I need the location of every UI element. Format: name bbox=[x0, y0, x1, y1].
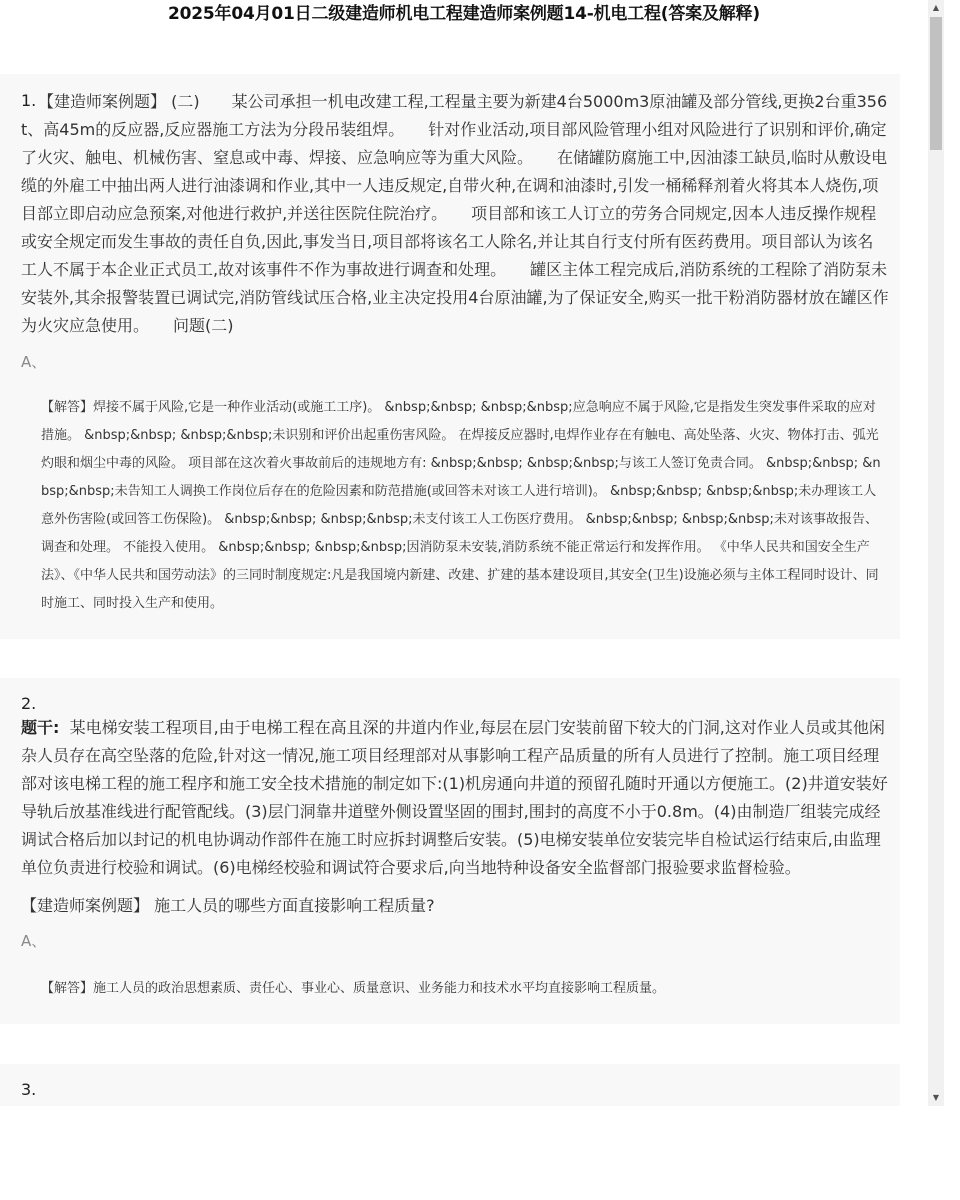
question-stem bbox=[21, 714, 889, 882]
question-body bbox=[21, 88, 889, 340]
question-card-1 bbox=[0, 74, 900, 639]
question-number: 1. bbox=[21, 91, 37, 110]
question-card-2 bbox=[0, 678, 900, 1024]
question-tag: 【建造师案例题】 bbox=[38, 92, 167, 111]
scroll-up-icon[interactable]: ▲ bbox=[932, 3, 940, 12]
analysis-text: 施工人员的政治思想素质、责任心、事业心、质量意识、业务能力和技术水平均直接影响工程质量。 bbox=[93, 981, 666, 996]
question-text: 施工人员的哪些方面直接影响工程质量? bbox=[154, 896, 435, 915]
scrollbar-thumb[interactable] bbox=[930, 17, 942, 150]
stem-text: 某电梯安装工程项目,由于电梯工程在高且深的井道内作业,每层在层门安装前留下较大的门洞,这对作业人员或其他闲杂人员存在高空坠落的危险,针对这一情况,施工项目经理部对从事影响工程产品质量的所有人员进行了控制。施工项目经理部对该电梯工程的施工程序和施工安全技术措施的制定如下:(1)机房通向井道的预留孔随时开通以方便施工。(2)井道安装好导轨后放基准线进行配管配线。(3)层门洞靠井道壁外侧设置坚固的围封,围封的高度不小于0.8m。(4)由制造厂组装完成经调试合格后加以封记的机电协调动作部件在施工时应拆封调整后安装。(5)电梯安装单位安装完毕自检试运行结束后,由监理单位负责进行校验和调试。(6)电梯经校验和调试符合要求后,向当地特种设备安全监督部门报验要求监督检验。 bbox=[21, 718, 888, 877]
stem-label: 题干: bbox=[21, 718, 60, 737]
question-text: (二) 某公司承担一机电改建工程,工程量主要为新建4台5000m3原油罐及部分管线,更换2台重356t、高45m的反应器,反应器施工方法为分段吊装组焊。 针对作业活动,项目部风险管理小组对风险进行了识别和评价,确定了火灾、触电、机械伤害、窒息或中毒、焊接、应急响应等为重大风险。 在储罐防腐施工中,因油漆工缺员,临时从敷设电缆的外雇工中抽出两人进行油漆调和作业,其中一人违反规定,自带火种,在调和油漆时,引发一桶稀释剂着火将其本人烧伤,项目部立即启动应急预案,对他进行救护,并送往医院住院治疗。 项目部和该工人订立的劳务合同规定,因本人违反操作规程或安全规定而发生事故的责任自负,因此,事发当日,项目部将该名工人除名,并让其自行支付所有医药费用。项目部认为该名工人不属于本企业正式员工,故对该事件不作为事故进行调查和处理。 罐区主体工程完成后,消防系统的工程除了消防泵未安装外,其余报警装置已调试完,消防管线试压合格,业主决定投用4台原油罐,为了保证安全,购买一批干粉消防器材放在罐区作为火灾应急使用。 问题(二) bbox=[21, 92, 889, 335]
question-number: 3. bbox=[21, 1080, 37, 1099]
scroll-down-icon[interactable]: ▼ bbox=[932, 1093, 940, 1102]
question-prompt bbox=[21, 892, 889, 920]
question-number: 2. bbox=[21, 694, 37, 713]
question-tag: 【建造师案例题】 bbox=[21, 896, 150, 915]
answer-option-a: A、 bbox=[21, 353, 47, 371]
answer-analysis bbox=[41, 394, 881, 618]
analysis-label: 【解答】 bbox=[41, 400, 94, 415]
analysis-label: 【解答】 bbox=[41, 981, 94, 996]
answer-option-a: A、 bbox=[21, 932, 47, 950]
vertical-scrollbar[interactable] bbox=[928, 0, 944, 1106]
page-title: 2025年04月01日二级建造师机电工程建造师案例题14-机电工程(答案及解释) bbox=[168, 4, 760, 24]
analysis-text: 焊接不属于风险,它是一种作业活动(或施工工序)。 &nbsp;&nbsp; &nbsp;&nbsp;应急响应不属于风险,它是指发生突发事件采取的应对措施。 &nbsp;&nbsp; &nbsp;&nbsp;未识别和评价出起重伤害风险。 在焊接反应器时,电焊作业存在有触电、高处坠落、火灾、物体打击、弧光灼眼和烟尘中毒的风险。 项目部在这次着火事故前后的违规地方有: &nbsp;&nbsp; &nbsp;&nbsp;与该工人签订免责合同。 &nbsp;&nbsp; &nbsp;&nbsp;未告知工人调换工作岗位后存在的危险因素和防范措施(或回答未对该工人进行培训)。 &nbsp;&nbsp; &nbsp;&nbsp;未办理该工人意外伤害险(或回答工伤保险)。 &nbsp;&nbsp; &nbsp;&nbsp;未支付该工人工伤医疗费用。 &nbsp;&nbsp; &nbsp;&nbsp;未对该事故报告、调查和处理。 不能投入使用。 &nbsp;&nbsp; &nbsp;&nbsp;因消防泵未安装,消防系统不能正常运行和发挥作用。 《中华人民共和国安全生产法》、《中华人民共和国劳动法》的三同时制度规定:凡是我国境内新建、改建、扩建的基本建设项目,其安全(卫生)设施必须与主体工程同时设计、同时施工、同时投入生产和使用。 bbox=[41, 400, 881, 611]
answer-analysis bbox=[41, 975, 881, 1003]
question-card-3 bbox=[0, 1064, 900, 1106]
